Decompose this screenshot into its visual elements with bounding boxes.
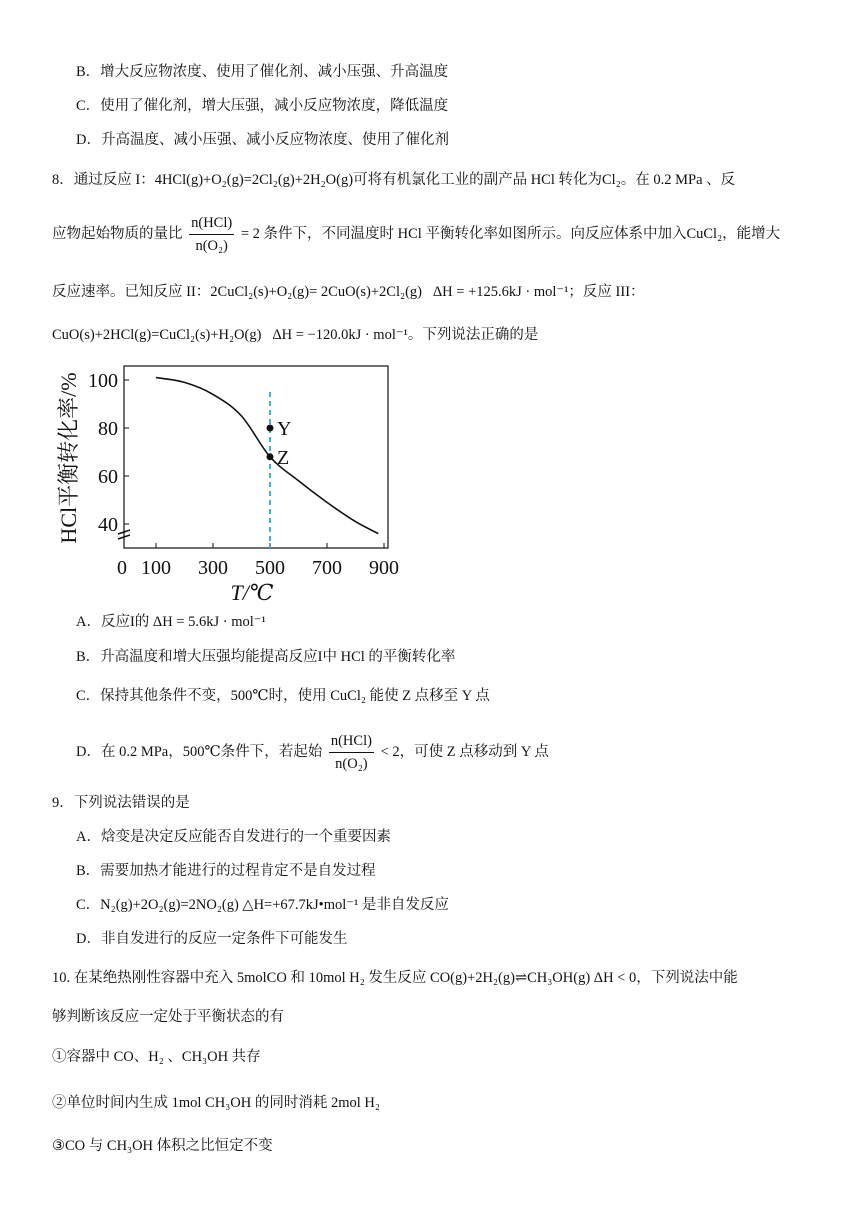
q8-enthalpy-3: ΔH = −120.0kJ · mol⁻¹	[272, 327, 408, 343]
q7-option-d: D．升高温度、减小压强、减小反应物浓度、使用了催化剂	[76, 132, 449, 148]
q10-stem-line-2: 够判断该反应一定处于平衡状态的有	[52, 1009, 284, 1025]
q10-statement-2: ②单位时间内生成 1mol CH₃OH 的同时消耗 2mol H₂	[52, 1095, 380, 1111]
q8-ratio-fraction	[189, 214, 234, 255]
q8-reaction-1: 4HCl(g)+O₂(g)=2Cl₂(g)+2H₂O(g)	[154, 172, 354, 188]
q8-reaction-2: 2CuCl₂(s)+O₂(g)= 2CuO(s)+2Cl₂(g)	[210, 284, 422, 300]
q9-stem: 9．下列说法错误的是	[52, 795, 190, 811]
q8-enthalpy-2: ΔH = +125.6kJ · mol⁻¹	[432, 284, 569, 300]
q8-option-b: B．升高温度和增大压强均能提高反应I中 HCl 的平衡转化率	[76, 649, 456, 665]
q10-statement-3: ③CO 与 CH₃OH 体积之比恒定不变	[52, 1138, 273, 1154]
q8-stem-line-2	[52, 212, 780, 256]
conversion-chart	[52, 358, 412, 606]
point-label-z: Z	[277, 446, 290, 469]
point-y	[267, 425, 274, 432]
q7-option-b: B．增大反应物浓度、使用了催化剂、减小压强、升高温度	[76, 64, 449, 80]
q8-option-d-fraction	[329, 732, 374, 773]
y-tick-label: 100	[88, 370, 118, 392]
q8-stem-text: 反应速率。已知反应 II：	[52, 284, 211, 300]
point-z	[267, 453, 274, 460]
q8-reaction-3: CuO(s)+2HCl(g)=CuCl₂(s)+H₂O(g)	[52, 327, 262, 343]
plot-frame	[124, 366, 388, 548]
q8-stem-line-3	[52, 282, 645, 302]
x-tick-label: 300	[198, 557, 228, 579]
q8-stem-text: 可将有机氯化工业的副产品 HCl 转化为	[353, 172, 602, 188]
q10-stem-line-1: 10. 在某绝热刚性容器中充入 5molCO 和 10mol H₂ 发生反应 CO(g)+2H₂(g)⇌CH₃OH(g) ΔH < 0，下列说法中能	[52, 970, 738, 986]
q8-option-c: C．保持其他条件不变，500℃时，使用 CuCl₂ 能使 Z 点移至 Y 点	[76, 688, 490, 704]
q8-option-d	[76, 730, 549, 774]
fraction-denominator: n(O₂)	[195, 238, 228, 255]
x-tick-label: 500	[255, 557, 285, 579]
q8-stem-text: 。在 0.2 MPa 、反	[620, 172, 736, 188]
q8-cl2: Cl₂	[602, 172, 621, 188]
q8-stem-text: = 2 条件下，不同温度时 HCl 平衡转化率如图所示。向反应体系中加入	[240, 226, 687, 242]
fraction-numerator: n(HCl)	[329, 732, 374, 753]
q7-option-c: C．使用了催化剂，增大压强，减小反应物浓度，降低温度	[76, 98, 449, 114]
q9-option-b: B．需要加热才能进行的过程肯定不是自发过程	[76, 863, 376, 879]
y-tick-label: 60	[98, 466, 118, 488]
q9-option-a: A．焓变是决定反应能否自发进行的一个重要因素	[76, 829, 391, 845]
x-tick-label: 100	[141, 557, 171, 579]
q8-stem-line-1	[52, 170, 735, 190]
y-tick-label: 40	[98, 514, 118, 536]
q10-statement-1: ①容器中 CO、H₂ 、CH₃OH 共存	[52, 1049, 261, 1065]
x-tick-label: 900	[369, 557, 399, 579]
q8-stem-text: ；反应 III：	[568, 284, 645, 300]
q8-option-d-text: < 2，可使 Z 点移动到 Y 点	[380, 744, 549, 760]
q8-option-a: A．反应I的 ΔH = 5.6kJ · mol⁻¹	[76, 614, 266, 630]
q8-stem-text: 应物起始物质的量比	[52, 226, 183, 242]
q8-stem-text: ，能增大	[722, 226, 781, 242]
q8-stem-line-4	[52, 325, 538, 345]
y-tick-label: 80	[98, 418, 118, 440]
q8-option-d-text: D．在 0.2 MPa，500℃条件下，若起始	[76, 744, 323, 760]
q8-stem-text: 8．通过反应 I：	[52, 172, 155, 188]
q9-option-c: C．N₂(g)+2O₂(g)=2NO₂(g) △H=+67.7kJ•mol⁻¹ 是非自发反应	[76, 897, 449, 913]
fraction-denominator: n(O₂)	[335, 756, 368, 773]
x-axis-label: T/℃	[230, 580, 274, 605]
q8-cucl2: CuCl₂	[686, 226, 723, 242]
q8-stem-text: 。下列说法正确的是	[407, 327, 539, 343]
y-axis-label: HCl平衡转化率/%	[56, 372, 81, 544]
x-tick-label: 0	[117, 557, 127, 579]
point-label-y: Y	[277, 418, 292, 440]
x-tick-label: 700	[312, 557, 342, 579]
q9-option-d: D．非自发进行的反应一定条件下可能发生	[76, 931, 348, 947]
fraction-numerator: n(HCl)	[189, 214, 234, 235]
